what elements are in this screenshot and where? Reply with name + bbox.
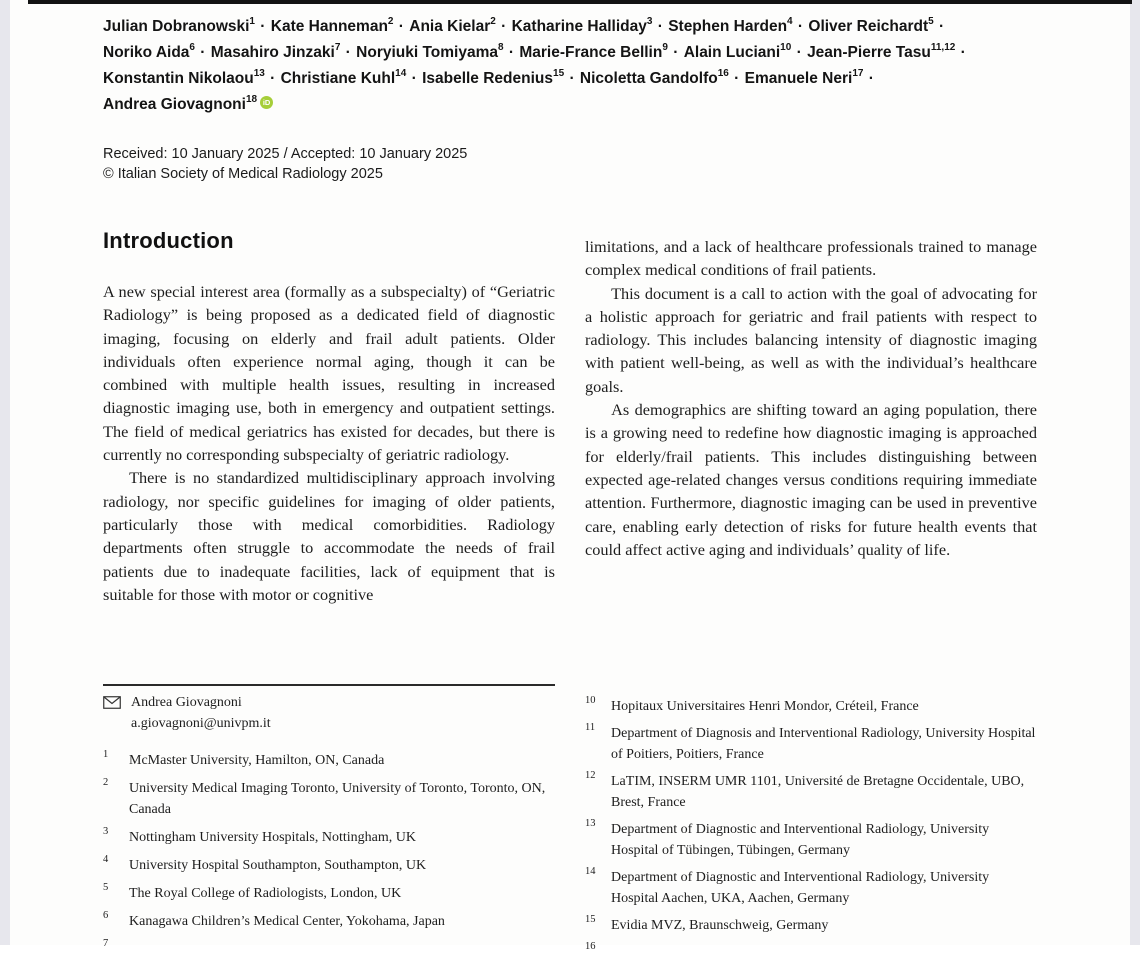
- author-name: Oliver Reichardt$^5$: [808, 15, 934, 35]
- author-separator: ·: [255, 18, 270, 35]
- received-accepted-line: Received: 10 January 2025 / Accepted: 10 January 2025: [103, 146, 468, 162]
- author-affiliation-sup: 7: [334, 41, 341, 53]
- affiliation-text: Department of Diagnosis and Interventional Radiology, University Hospital of Poitiers, Poitiers, France: [611, 726, 1036, 762]
- affiliation-item: [585, 942, 1037, 953]
- affiliation-item: [103, 939, 555, 950]
- affiliation-item: [103, 855, 555, 876]
- author-name: Ania Kielar$^2$: [409, 15, 496, 35]
- body-paragraph: There is no standardized multidisciplinary approach involving radiology, nor specific guidelines for imaging of older patients, particularly those with medical comorbidities. Radiology departments often struggle to accommodate the needs of frail patients due to inadequate facilities, lack of equipment that is suitable for those with motor or cognitive: [103, 468, 555, 604]
- article-body: [103, 228, 1037, 606]
- author-affiliation-sup: 2: [490, 15, 496, 27]
- author-affiliation-sup: 13: [253, 67, 265, 79]
- affiliation-number: 1: [103, 749, 109, 760]
- affiliation-text: Kanagawa Children’s Medical Center, Yokohama, Japan: [129, 914, 445, 929]
- affiliation-number: 6: [103, 910, 109, 921]
- author-name: Konstantin Nikolaou$^{13}$: [103, 67, 265, 87]
- affiliation-number: 13: [585, 818, 596, 829]
- affiliation-number: 4: [103, 854, 109, 865]
- copyright-line: © Italian Society of Medical Radiology 2025: [103, 166, 383, 182]
- author-name: Noryiuki Tomiyama$^8$: [356, 41, 504, 61]
- author-separator: ·: [934, 18, 945, 35]
- affiliation-text: Department of Diagnostic and Interventional Radiology, University Hospital of Tübingen, Tübingen, Germany: [611, 822, 990, 858]
- top-rule: [28, 0, 1132, 4]
- author-separator: ·: [864, 70, 874, 87]
- affiliation-text: LaTIM, INSERM UMR 1101, Université de Bretagne Occidentale, UBO, Brest, France: [611, 774, 1025, 810]
- body-paragraph: As demographics are shifting toward an aging population, there is a growing need to redefine how diagnostic imaging is approached for elderly/frail patients. This includes distinguishing between expected age-related changes versus conditions requiring immediate attention. Furthermore, diagnostic imaging can be used in preventive care, enabling early detection of risks for future health events that could affect active aging and individuals’ quality of life.: [585, 400, 1037, 559]
- author-affiliation-sup: 11,12: [930, 41, 956, 53]
- author-separator: ·: [653, 18, 668, 35]
- affiliation-list-right: [585, 696, 1037, 953]
- author-affiliation-sup: 15: [553, 67, 565, 79]
- author-name: Julian Dobranowski$^1$: [103, 15, 255, 35]
- author-list: [103, 14, 1043, 118]
- author-affiliation-sup: 3: [646, 15, 653, 27]
- author-affiliation-sup: 16: [717, 67, 729, 79]
- body-paragraph: This document is a call to action with the goal of advocating for a holistic approach for geriatric and frail patients with respect to radiology. This includes balancing intensity of diagnostic imaging with patient well-being, as well as with the individual’s healthcare goals.: [585, 283, 1037, 396]
- author-affiliation-sup: 8: [498, 41, 504, 53]
- affiliation-item: [585, 771, 1037, 813]
- meta-block: [103, 144, 803, 184]
- author-separator: ·: [407, 70, 422, 87]
- author-name: Marie-France Bellin$^9$: [519, 41, 668, 61]
- affiliation-number: 2: [103, 777, 109, 788]
- page-edge-right: [1130, 0, 1140, 945]
- author-separator: ·: [668, 44, 683, 61]
- affiliation-number: 11: [585, 722, 596, 733]
- affiliation-number: 3: [103, 826, 109, 837]
- author-name: Alain Luciani$^{10}$: [683, 41, 792, 61]
- orcid-icon[interactable]: iD: [260, 96, 273, 109]
- affiliation-number: 12: [585, 770, 596, 781]
- section-title: Introduction: [103, 228, 234, 253]
- affiliation-item: [103, 911, 555, 932]
- author-affiliation-sup: 2: [387, 15, 394, 27]
- author-name: Isabelle Redenius$^{15}$: [422, 67, 565, 87]
- footnote-rule: [103, 684, 555, 686]
- author-name: Kate Hanneman$^2$: [270, 15, 394, 35]
- affiliation-item: [103, 827, 555, 848]
- affiliation-number: 15: [585, 914, 596, 925]
- author-affiliation-sup: 17: [852, 67, 864, 79]
- author-separator: ·: [394, 18, 409, 35]
- author-name: Jean-Pierre Tasu$^{11,12}$: [807, 41, 956, 61]
- affiliation-item: [103, 750, 555, 771]
- author-separator: ·: [341, 44, 356, 61]
- author-affiliation-sup: 9: [662, 41, 668, 53]
- author-affiliation-sup: 18: [245, 93, 258, 105]
- affiliation-text: University Medical Imaging Toronto, University of Toronto, Toronto, ON, Canada: [129, 781, 546, 817]
- author-separator: ·: [565, 70, 579, 87]
- affiliation-item: [103, 883, 555, 904]
- affiliation-text: [611, 942, 1037, 953]
- author-separator: ·: [496, 18, 511, 35]
- affiliation-text: Nottingham University Hospitals, Nottingham, UK: [129, 830, 416, 845]
- affiliation-text: University Hospital Southampton, Southampton, UK: [129, 858, 427, 873]
- page-edge-left: [0, 0, 10, 945]
- envelope-icon: [103, 692, 131, 734]
- affiliation-text: The Royal College of Radiologists, London, UK: [129, 886, 402, 901]
- correspondence-name: Andrea Giovagnoni: [131, 695, 242, 710]
- author-name: Andrea Giovagnoni$^{18}$: [103, 93, 258, 113]
- body-paragraph: A new special interest area (formally as a subspecialty) of “Geriatric Radiology” is being proposed as a dedicated field of diagnostic imaging, focusing on elderly and frail adult patients. Older individuals often experience normal aging, though it can be combined with multiple health issues, resulting in increased diagnostic imaging use, both in emergency and outpatient settings. The field of medical geriatrics has existed for decades, but there is currently no corresponding subspecialty of geriatric radiology.: [103, 282, 555, 465]
- author-name: Emanuele Neri$^{17}$: [744, 67, 864, 87]
- affiliation-item: [585, 696, 1037, 717]
- affiliation-number: 5: [103, 882, 109, 893]
- author-affiliation-sup: 6: [189, 41, 195, 53]
- author-affiliation-sup: 10: [780, 41, 792, 53]
- affiliation-text: Department of Diagnostic and Interventional Radiology, University Hospital Aachen, UKA, Aachen, Germany: [611, 870, 990, 906]
- affiliation-number: 7: [103, 938, 109, 949]
- footnotes: [103, 684, 1037, 959]
- affiliation-item: [103, 778, 555, 820]
- author-name: Nicoletta Gandolfo$^{16}$: [579, 67, 729, 87]
- author-affiliation-sup: 1: [249, 15, 255, 27]
- author-separator: ·: [729, 70, 744, 87]
- affiliation-number: 14: [585, 866, 596, 877]
- affiliation-number: 10: [585, 695, 596, 706]
- affiliation-number: 16: [585, 941, 596, 952]
- author-separator: ·: [504, 44, 519, 61]
- affiliation-item: [585, 867, 1037, 909]
- body-paragraph: limitations, and a lack of healthcare professionals trained to manage complex medical conditions of frail patients.: [585, 237, 1037, 280]
- author-separator: ·: [793, 18, 808, 35]
- correspondence-email[interactable]: a.giovagnoni@univpm.it: [131, 716, 271, 731]
- author-affiliation-sup: 4: [787, 15, 793, 27]
- author-separator: ·: [265, 70, 280, 87]
- author-name: Masahiro Jinzaki$^7$: [210, 41, 341, 61]
- author-separator: ·: [792, 44, 807, 61]
- affiliation-item: [585, 723, 1037, 765]
- affiliation-list-left: [103, 750, 555, 950]
- affiliation-text: McMaster University, Hamilton, ON, Canada: [129, 753, 385, 768]
- author-name: Katharine Halliday$^3$: [511, 15, 653, 35]
- author-affiliation-sup: 14: [395, 67, 407, 79]
- affiliation-item: [585, 915, 1037, 936]
- affiliation-text: Hopitaux Universitaires Henri Mondor, Créteil, France: [611, 699, 919, 714]
- author-name: Stephen Harden$^4$: [668, 15, 793, 35]
- author-affiliation-sup: 5: [928, 15, 934, 27]
- correspondence-block: [103, 692, 555, 734]
- author-name: Noriko Aida$^6$: [103, 41, 195, 61]
- affiliation-item: [585, 819, 1037, 861]
- body-column-right: [585, 235, 1037, 561]
- affiliation-text: Evidia MVZ, Braunschweig, Germany: [611, 918, 829, 933]
- author-name: Christiane Kuhl$^{14}$: [280, 67, 407, 87]
- affiliation-text: [129, 939, 555, 950]
- author-separator: ·: [195, 44, 210, 61]
- author-separator: ·: [956, 44, 966, 61]
- body-column-left: [103, 280, 555, 606]
